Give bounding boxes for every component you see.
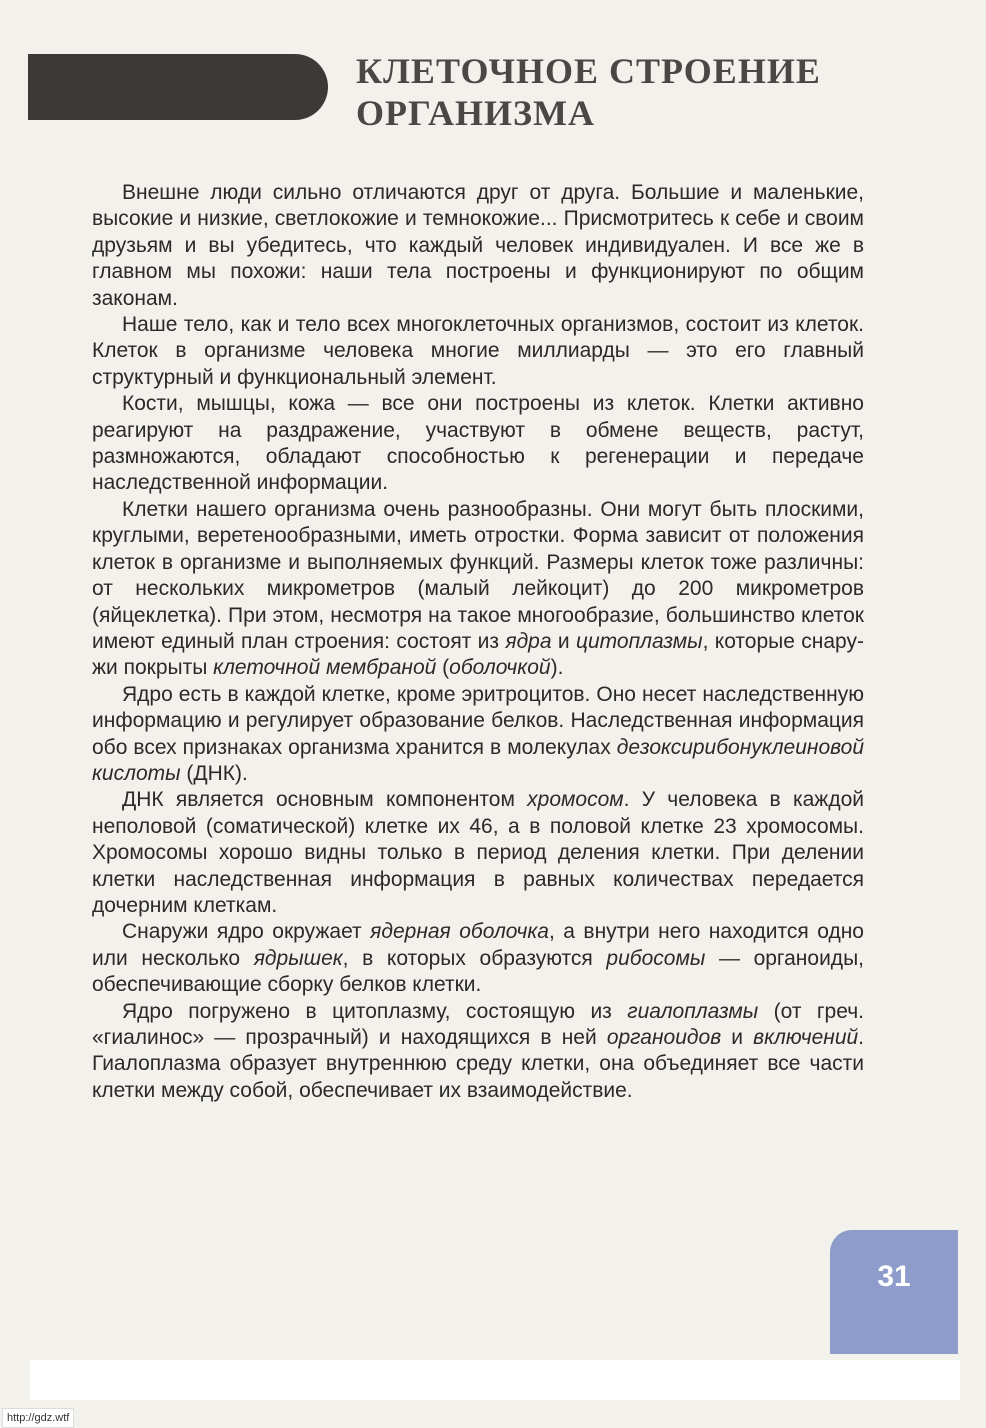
watermark-link[interactable]: http://gdz.wtf — [2, 1408, 74, 1428]
text-run: ДНК является основным компонентом — [122, 788, 528, 812]
text-run: (от греч. «гиалинос» — прозрачный) и находящихся в ней — [92, 999, 864, 1049]
italic-term: включений — [753, 1026, 859, 1049]
text-run: Снаружи ядро окружает — [122, 920, 371, 944]
text-run: , а внутри него находится одно или несколько — [92, 920, 864, 970]
text-run: ). — [550, 656, 564, 680]
italic-term: ядерная оболочка — [370, 920, 549, 944]
title-decor-bar — [28, 54, 328, 120]
text-run: и — [721, 1026, 754, 1049]
text-run: ( — [436, 656, 450, 680]
text-run: . У человека в каждой неполовой (соматической) клетке их 46, а в половой клетке 23 хромосомы. Хромосомы хорошо видны только в период деления клетки. При делении клетки наследственная информация в равных количествах передается дочерним клеткам. — [92, 788, 864, 917]
body-text — [92, 180, 864, 1104]
paragraph — [92, 180, 864, 312]
text-run: и — [551, 629, 576, 653]
text-run: Ядро погружено в цитоплазму, состоящую из — [122, 999, 628, 1023]
text-run: . Гиалоплазма образует внутреннюю среду клетки, она объединяет все части клетки между собой, обеспечивает их взаимодействие. — [92, 1026, 865, 1102]
paragraph — [92, 682, 864, 788]
text-run: Ядро есть в каждой клетке, кроме эритроцитов. Оно несет наследственную информацию и регулирует образование белков. Наследственная информация обо всех признаках организма хранится в молекулах — [92, 682, 864, 759]
italic-term: органоидов — [606, 1026, 722, 1049]
text-run: — органоиды, обеспечивающие сборку белков клетки. — [92, 946, 864, 997]
italic-term: ядрышек — [253, 946, 343, 970]
text-run: Внешне люди сильно отличаются друг от друга. Большие и маленькие, высокие и низкие, светлокожие и темнокожие... Присмотритесь к себе и своим друзьям и вы убедитесь, что каждый человек индивидуален. И все же в главном мы похожи: наши тела построены и функционируют по общим законам. — [92, 181, 864, 310]
paragraph — [92, 919, 864, 998]
text-run: Клетки нашего организма очень разнообразны. Они могут быть плоскими, круглыми, веретенообразными, иметь отростки. Форма зависит от положения клеток в организме и выполняемых функций. Размеры клеток тоже различны: от нескольких микрометров (малый лейкоцит) до 200 микрометров (яйцеклетка). При этом, несмотря на такое многообразие, большинство клеток имеют единый план строения: состоят из — [92, 497, 864, 653]
paragraph — [92, 999, 864, 1105]
italic-term: хромосом — [527, 788, 624, 812]
page-number: 31 — [877, 1260, 911, 1293]
italic-term: дезоксирибонуклеиновой кислоты — [92, 735, 864, 785]
text-run: Наше тело, как и тело всех многоклеточных организмов, состоит из клеток. Клеток в организме человека многие миллиарды — это его главный структурный и функциональный элемент. — [92, 313, 864, 389]
page-title — [356, 50, 956, 134]
text-run: , которые снаружи покрыты — [92, 629, 864, 680]
page-number-tab — [830, 1230, 958, 1354]
italic-term: рибосомы — [606, 946, 706, 970]
italic-term: оболочкой — [449, 656, 551, 680]
paragraph — [92, 497, 864, 682]
italic-term: цитоплазмы — [575, 629, 703, 653]
title-line-1: КЛЕТОЧНОЕ СТРОЕНИЕ — [356, 51, 821, 91]
title-line-2: ОРГАНИЗМА — [356, 93, 595, 133]
italic-term: гиалоплазмы — [627, 999, 759, 1023]
text-run: Кости, мышцы, кожа — все они построены из клеток. Клетки активно реагируют на раздражение, участвуют в обмене веществ, растут, размножаются, обладают способностью к регенерации и передаче наследственной информации. — [92, 392, 864, 495]
paragraph — [92, 312, 864, 391]
paragraph — [92, 787, 864, 919]
page-bottom-margin — [30, 1360, 960, 1400]
text-run: (ДНК). — [180, 761, 248, 785]
text-run: , в которых образуются — [342, 946, 607, 970]
paragraph — [92, 391, 864, 497]
italic-term: ядра — [505, 629, 552, 653]
italic-term: клеточной мембраной — [213, 656, 437, 680]
